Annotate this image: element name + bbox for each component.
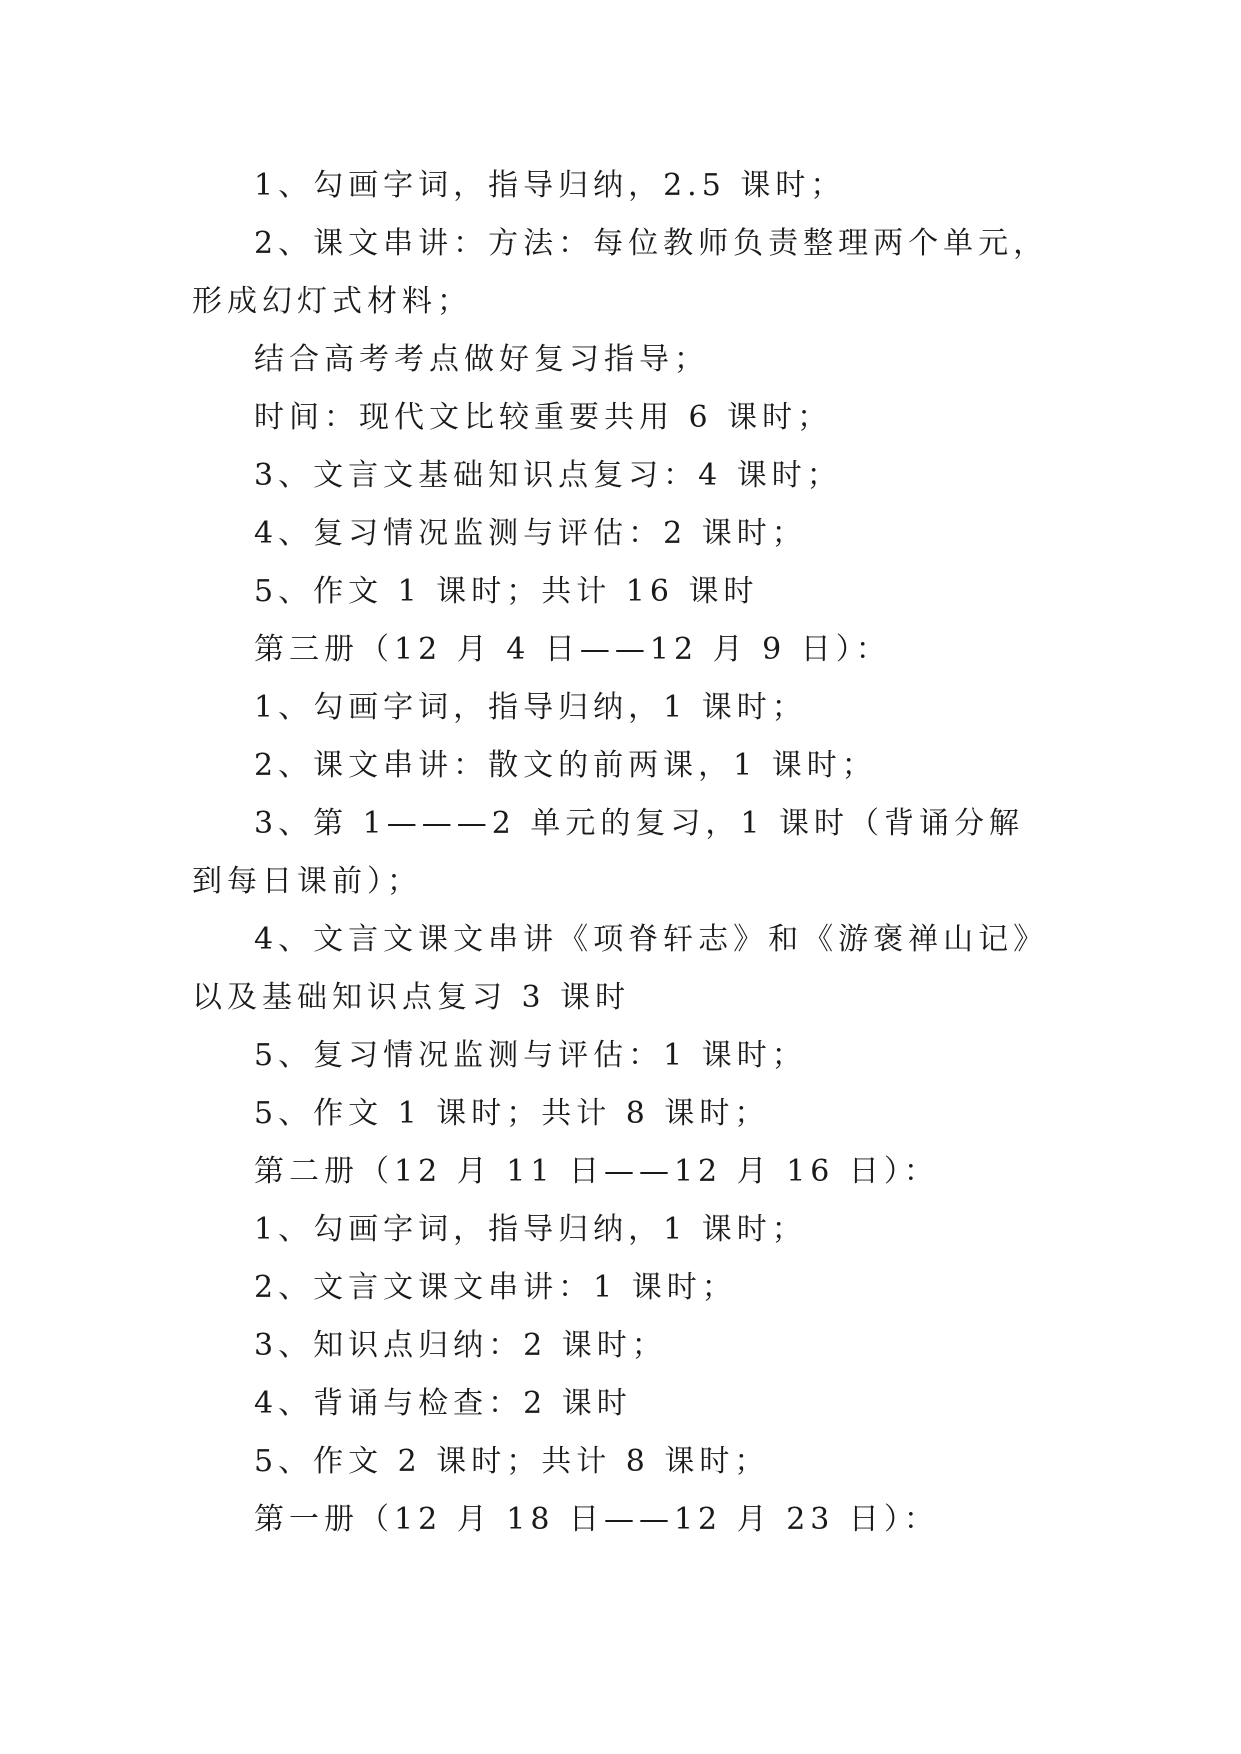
paragraph-2: 2、课文串讲：方法：每位教师负责整理两个单元，形成幻灯式材料； (192, 226, 1049, 319)
paragraph-11: 3、第 1———2 单元的复习，1 课时（背诵分解到每日课前）； (192, 806, 1024, 899)
document-body (192, 157, 1052, 1549)
paragraph-12: 4、文言文课文串讲《项脊轩志》和《游褒禅山记》以及基础知识点复习 3 课时 (192, 922, 1049, 1015)
paragraph-6: 4、复习情况监测与评估：2 课时； (254, 516, 807, 551)
paragraph-4: 时间：现代文比较重要共用 6 课时； (254, 400, 833, 435)
paragraph-17: 2、文言文课文串讲：1 课时； (254, 1270, 737, 1305)
paragraph-7: 5、作文 1 课时；共计 16 课时 (254, 574, 759, 609)
paragraph-13: 5、复习情况监测与评估：1 课时； (254, 1038, 807, 1073)
section-heading-book-3: 第三册（12 月 4 日——12 月 9 日）： (254, 632, 891, 667)
paragraph-9: 1、勾画字词，指导归纳，1 课时； (254, 690, 807, 725)
section-heading-book-1: 第一册（12 月 18 日——12 月 23 日）： (254, 1502, 939, 1537)
paragraph-1: 1、勾画字词，指导归纳，2.5 课时； (254, 168, 846, 203)
section-heading-book-2: 第二册（12 月 11 日——12 月 16 日）： (254, 1154, 939, 1189)
paragraph-19: 4、背诵与检查：2 课时 (254, 1386, 632, 1421)
paragraph-14: 5、作文 1 课时；共计 8 课时； (254, 1096, 770, 1131)
paragraph-20: 5、作文 2 课时；共计 8 课时； (254, 1444, 770, 1479)
paragraph-16: 1、勾画字词，指导归纳，1 课时； (254, 1212, 807, 1247)
paragraph-10: 2、课文串讲：散文的前两课，1 课时； (254, 748, 877, 783)
paragraph-3: 结合高考考点做好复习指导； (254, 342, 709, 377)
paragraph-5: 3、文言文基础知识点复习：4 课时； (254, 458, 842, 493)
paragraph-18: 3、知识点归纳：2 课时； (254, 1328, 667, 1363)
